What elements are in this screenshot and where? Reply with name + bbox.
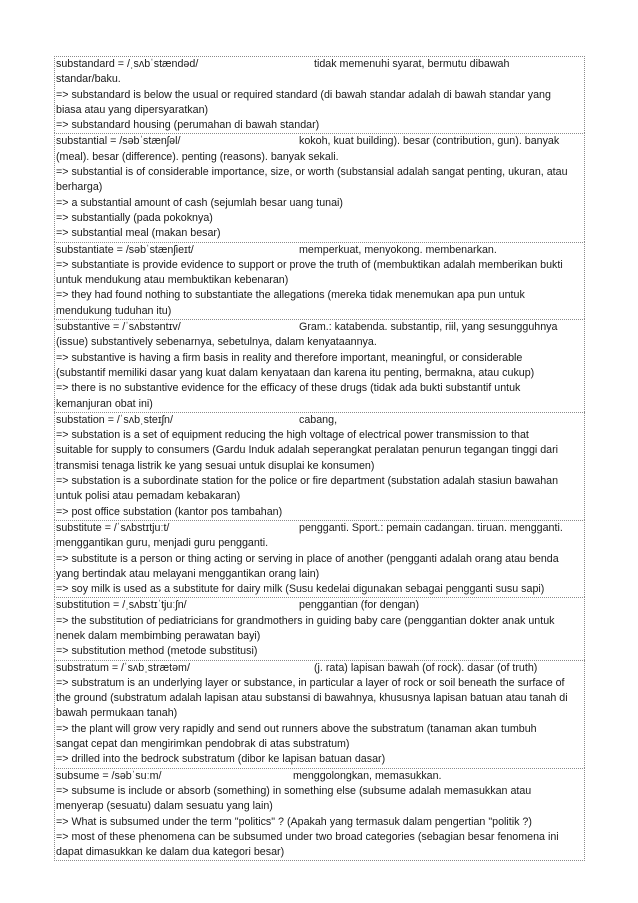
entry-line: => a substantial amount of cash (sejumlah besar uang tunai) <box>56 196 343 209</box>
headword-gloss: memperkuat, menyokong. membenarkan. <box>299 243 497 256</box>
entry-line: => substation is a subordinate station for the police or fire department (substation adalah stasiun bawahan <box>56 475 559 488</box>
entry-headline <box>56 134 583 149</box>
entry-line: => soy milk is used as a substitute for dairy milk (Susu kedelai digunakan sebagai pengganti susu sapi) <box>56 583 545 596</box>
entry-line: => substantially (pada pokoknya) <box>56 211 213 224</box>
entry-line: (issue) substantively sebenarnya, sebetulnya, dalam kenyataannya. <box>56 336 377 349</box>
dictionary-entry <box>54 768 585 862</box>
entry-line: berharga) <box>56 181 103 194</box>
entry-line: => substandard housing (perumahan di bawah standar) <box>56 119 320 132</box>
entry-line: dapat dimasukkan ke dalam dua kategori besar) <box>56 846 285 859</box>
entry-line: (meal). besar (difference). penting (reasons). banyak sekali. <box>56 150 339 163</box>
entry-line: untuk mendukung atau membuktikan kebenaran) <box>56 274 289 287</box>
entry-line: => post office substation (kantor pos tambahan) <box>56 505 283 518</box>
entry-headline <box>56 598 583 613</box>
entry-line: => substitution method (metode substitusi) <box>56 645 258 658</box>
entry-headline <box>56 57 583 72</box>
entry-line: biasa atau yang dipersyaratkan) <box>56 103 209 116</box>
headword-pronunciation: subsume = /səbˈsuːm/ <box>56 769 162 782</box>
entry-line: => substitute is a person or thing acting or serving in place of another (pengganti adalah orang atau benda <box>56 552 559 565</box>
entry-line: the ground (substratum adalah lapisan atau substansi di bawahnya, khususnya lapisan batuan atau tanah di <box>56 692 568 705</box>
entry-line: => substantial meal (makan besar) <box>56 227 221 240</box>
dictionary-entry <box>54 520 585 597</box>
entry-line: => substantial is of considerable importance, size, or worth (substansial adalah sangat penting, ukuran, atau <box>56 166 568 179</box>
entry-line: untuk polisi atau pemadam kebakaran) <box>56 490 241 503</box>
headword-pronunciation: substation = /ˈsʌbˌsteɪʃn/ <box>56 413 173 426</box>
headword-gloss: Gram.: katabenda. substantip, riil, yang sesungguhnya <box>299 321 558 334</box>
headword-pronunciation: substantive = /ˈsʌbstəntɪv/ <box>56 321 181 334</box>
dictionary-entry <box>54 597 585 659</box>
headword-gloss: pengganti. Sport.: pemain cadangan. tiruan. mengganti. <box>299 521 563 534</box>
entry-line: transmisi tenaga listrik ke yang sesuai untuk disuplai ke konsumen) <box>56 459 375 472</box>
headword-gloss: (j. rata) lapisan bawah (of rock). dasar (of truth) <box>314 661 538 674</box>
entry-line: => the substitution of pediatricians for grandmothers in guiding baby care (penggantian dokter anak untuk <box>56 614 555 627</box>
entry-headline <box>56 413 583 428</box>
headword-pronunciation: substandard = /ˌsʌbˈstændəd/ <box>56 58 199 70</box>
entry-line: yang bertindak atau melayani menggantikan orang lain) <box>56 567 320 580</box>
entry-line: sangat cepat dan mengirimkan pendobrak di atas substratum) <box>56 738 350 751</box>
entry-line: bawah permukaan tanah) <box>56 707 178 720</box>
dictionary-entry <box>54 56 585 133</box>
entry-line: => the plant will grow very rapidly and send out runners above the substratum (tanaman akan tumbuh <box>56 722 537 735</box>
entry-line: menggantikan guru, menjadi guru pengganti. <box>56 537 269 550</box>
entry-line: => most of these phenomena can be subsumed under two broad categories (sebagian besar fenomena ini <box>56 830 559 843</box>
entry-headline <box>56 661 583 676</box>
dictionary-entry <box>54 133 585 241</box>
dictionary-entry <box>54 660 585 768</box>
dictionary-entry <box>54 412 585 520</box>
headword-pronunciation: substratum = /ˈsʌbˌstrætəm/ <box>56 661 190 674</box>
dictionary-page <box>54 56 585 861</box>
entry-line: => drilled into the bedrock substratum (dibor ke lapisan batuan dasar) <box>56 753 386 766</box>
entry-line: (substantif memiliki dasar yang kuat dalam kenyataan dan karena itu penting, bermakna, atau cukup) <box>56 366 535 379</box>
entry-line: nenek dalam membimbing perawatan bayi) <box>56 629 261 642</box>
entry-line: mendukung tuduhan itu) <box>56 304 172 317</box>
entry-line: menyerap (sesuatu) dalam sesuatu yang lain) <box>56 800 273 813</box>
headword-pronunciation: substitute = /ˈsʌbstɪtjuːt/ <box>56 521 170 534</box>
headword-gloss: penggantian (for dengan) <box>299 599 420 612</box>
entry-headline <box>56 243 583 258</box>
entry-line: => there is no substantive evidence for the efficacy of these drugs (tidak ada bukti substantif untuk <box>56 382 521 395</box>
dictionary-entry <box>54 319 585 412</box>
headword-gloss: cabang, <box>299 413 338 426</box>
headword-gloss: kokoh, kuat building). besar (contribution, gun). banyak <box>299 135 560 148</box>
entry-line: => substandard is below the usual or required standard (di bawah standar adalah di bawah standar yang <box>56 88 551 101</box>
entry-line: standar/baku. <box>56 73 121 86</box>
entry-line: => substantiate is provide evidence to support or prove the truth of (membuktikan adalah memberikan bukti <box>56 258 563 271</box>
entry-headline <box>56 769 583 784</box>
headword-gloss: menggolongkan, memasukkan. <box>293 769 442 782</box>
entry-line: => What is subsumed under the term "politics" ? (Apakah yang termasuk dalam pengertian "politik ?) <box>56 815 532 828</box>
entry-headline <box>56 521 583 536</box>
entry-line: kemanjuran obat ini) <box>56 397 153 410</box>
entry-line: suitable for supply to consumers (Gardu Induk adalah seperangkat peralatan penurun tegangan tinggi dari <box>56 444 559 457</box>
entry-line: => they had found nothing to substantiate the allegations (mereka tidak menemukan apa pun untuk <box>56 289 525 302</box>
entry-line: => substation is a set of equipment reducing the high voltage of electrical power transmission to that <box>56 429 529 442</box>
entry-line: => subsume is include or absorb (something) in something else (subsume adalah memasukkan atau <box>56 784 532 797</box>
entry-line: => substratum is an underlying layer or substance, in particular a layer of rock or soil beneath the surface of <box>56 676 565 689</box>
entry-headline <box>56 320 583 335</box>
dictionary-entry <box>54 242 585 319</box>
headword-gloss: tidak memenuhi syarat, bermutu dibawah <box>314 58 510 70</box>
entry-line: => substantive is having a firm basis in reality and therefore important, meaningful, or considerable <box>56 351 523 364</box>
headword-pronunciation: substitution = /ˌsʌbstɪˈtjuːʃn/ <box>56 599 187 612</box>
headword-pronunciation: substantial = /səbˈstænʃəl/ <box>56 135 181 148</box>
headword-pronunciation: substantiate = /səbˈstænʃieɪt/ <box>56 243 194 256</box>
